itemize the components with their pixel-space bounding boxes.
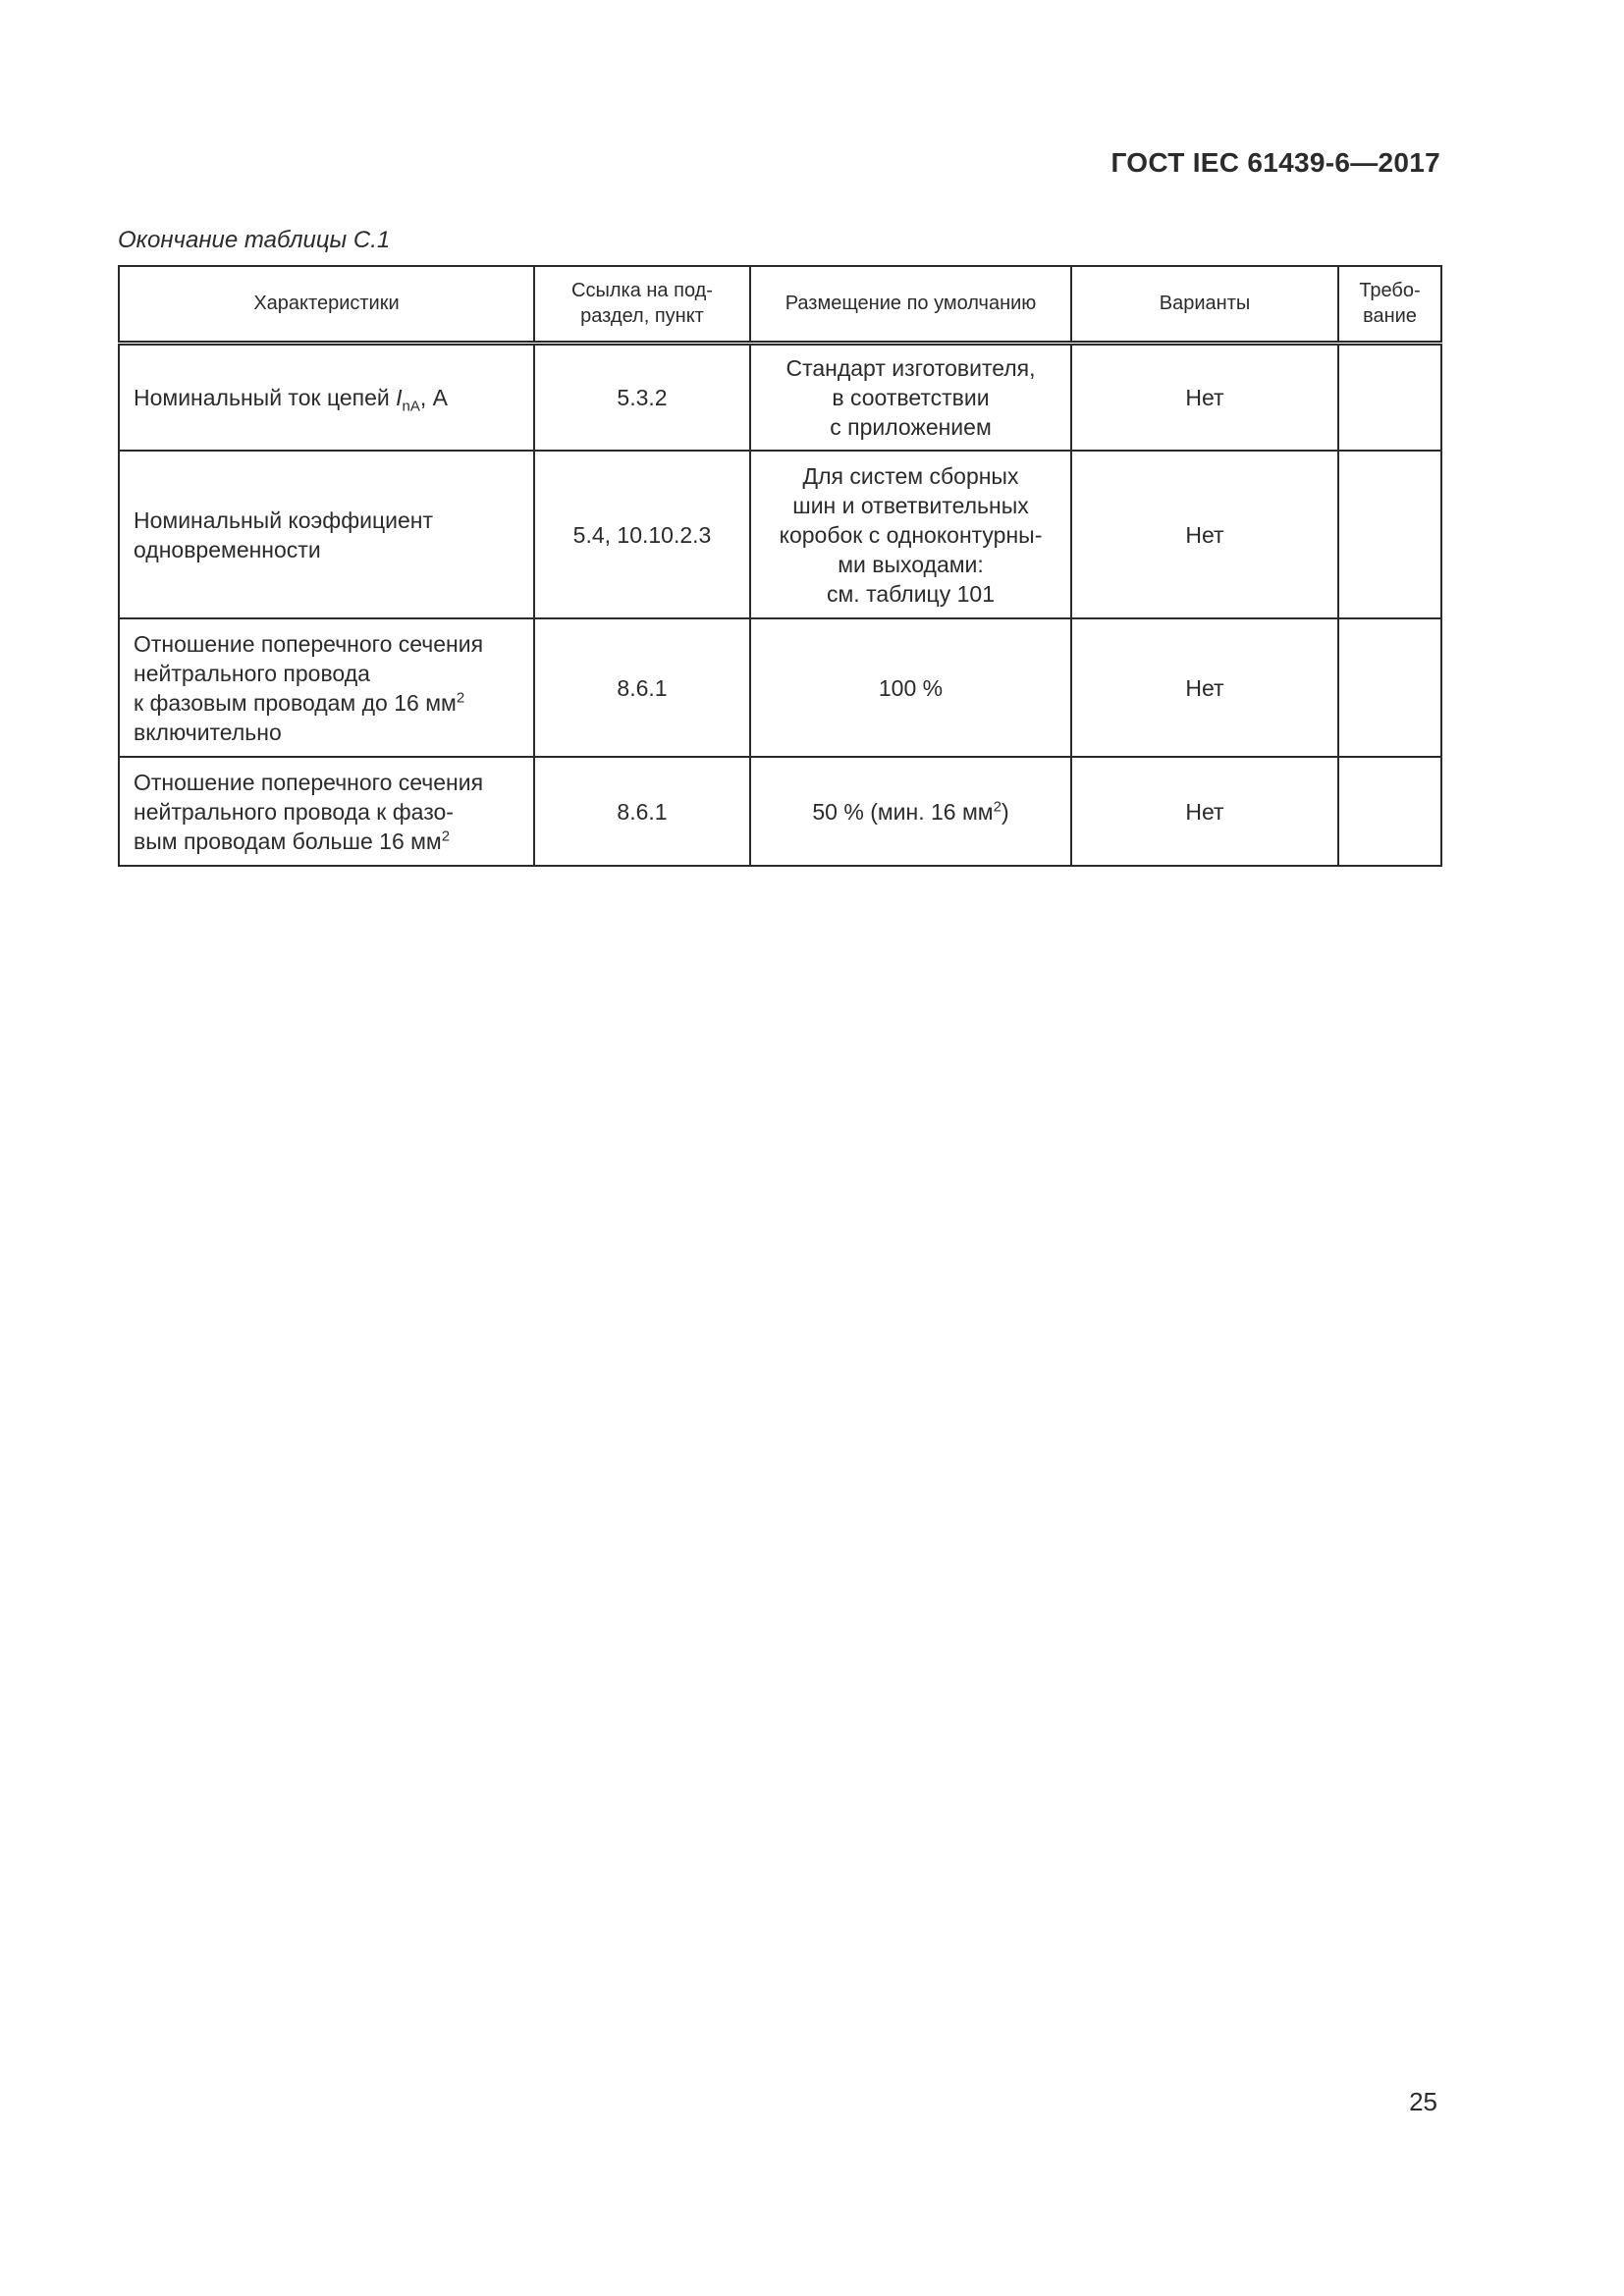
cell-default bbox=[750, 757, 1071, 866]
char-line3-text: к фазовым проводам до 16 мм bbox=[134, 689, 457, 716]
table-header-row bbox=[119, 266, 1441, 343]
char-suffix: , А bbox=[419, 384, 449, 410]
char-line: нейтрального провода к фазо- bbox=[134, 798, 454, 825]
char-line: включительно bbox=[134, 719, 282, 745]
header-default: Размещение по умолчанию bbox=[750, 266, 1071, 343]
char-line bbox=[134, 827, 523, 856]
table-row bbox=[119, 451, 1441, 618]
cell-default bbox=[750, 343, 1071, 451]
cell-options: Нет bbox=[1071, 343, 1338, 451]
header-requirement-line2: вание bbox=[1363, 305, 1417, 328]
default-line: в соответствии bbox=[832, 384, 990, 410]
header-characteristic: Характеристики bbox=[119, 266, 534, 343]
char-line: Номинальный коэффициент bbox=[134, 507, 434, 533]
char-subscript: nA bbox=[402, 398, 420, 415]
char-line3-text: вым проводам больше 16 мм bbox=[134, 828, 442, 854]
cell-default: 100 % bbox=[750, 618, 1071, 757]
cell-reference: 5.3.2 bbox=[534, 343, 750, 451]
default-line: коробок с одноконтурны- bbox=[779, 521, 1043, 548]
default-line: шин и ответвительных bbox=[792, 492, 1029, 518]
char-line: нейтрального провода bbox=[134, 660, 370, 686]
header-reference bbox=[534, 266, 750, 343]
char-prefix: Номинальный ток цепей bbox=[134, 384, 397, 410]
char-line bbox=[134, 688, 523, 718]
cell-reference: 5.4, 10.10.2.3 bbox=[534, 451, 750, 618]
table-row bbox=[119, 343, 1441, 451]
table-caption: Окончание таблицы С.1 bbox=[118, 227, 391, 253]
cell-characteristic bbox=[119, 757, 534, 866]
cell-options: Нет bbox=[1071, 618, 1338, 757]
default-suffix: ) bbox=[1001, 798, 1009, 825]
cell-characteristic bbox=[119, 451, 534, 618]
cell-requirement bbox=[1338, 757, 1441, 866]
header-options: Варианты bbox=[1071, 266, 1338, 343]
header-requirement-line1: Требо- bbox=[1359, 280, 1421, 302]
char-line3-superscript: 2 bbox=[456, 688, 465, 706]
default-line: см. таблицу 101 bbox=[826, 580, 995, 607]
char-line3-superscript: 2 bbox=[441, 827, 451, 844]
cell-reference: 8.6.1 bbox=[534, 618, 750, 757]
default-line: Стандарт изготовителя, bbox=[785, 354, 1036, 381]
cell-requirement bbox=[1338, 618, 1441, 757]
table-row bbox=[119, 757, 1441, 866]
default-line: Для систем сборных bbox=[802, 462, 1019, 489]
cell-default bbox=[750, 451, 1071, 618]
cell-requirement bbox=[1338, 343, 1441, 451]
cell-options: Нет bbox=[1071, 757, 1338, 866]
table-row bbox=[119, 618, 1441, 757]
char-line: одновременности bbox=[134, 536, 321, 562]
cell-requirement bbox=[1338, 451, 1441, 618]
cell-characteristic bbox=[119, 618, 534, 757]
header-reference-line2: раздел, пункт bbox=[580, 305, 704, 328]
page-number: 25 bbox=[1409, 2087, 1437, 2116]
char-line: Отношение поперечного сечения bbox=[134, 630, 484, 657]
default-line: с приложением bbox=[830, 413, 992, 440]
header-reference-line1: Ссылка на под- bbox=[571, 280, 713, 302]
default-superscript: 2 bbox=[993, 797, 1001, 815]
document-standard-header: ГОСТ IEC 61439-6—2017 bbox=[1110, 147, 1440, 178]
header-requirement bbox=[1338, 266, 1441, 343]
char-symbol: I bbox=[396, 384, 403, 410]
cell-characteristic bbox=[119, 343, 534, 451]
char-line: Отношение поперечного сечения bbox=[134, 769, 484, 795]
default-prefix: 50 % (мин. 16 мм bbox=[812, 798, 994, 825]
characteristics-table bbox=[118, 265, 1442, 867]
cell-options: Нет bbox=[1071, 451, 1338, 618]
default-line: ми выходами: bbox=[838, 551, 984, 577]
cell-reference: 8.6.1 bbox=[534, 757, 750, 866]
